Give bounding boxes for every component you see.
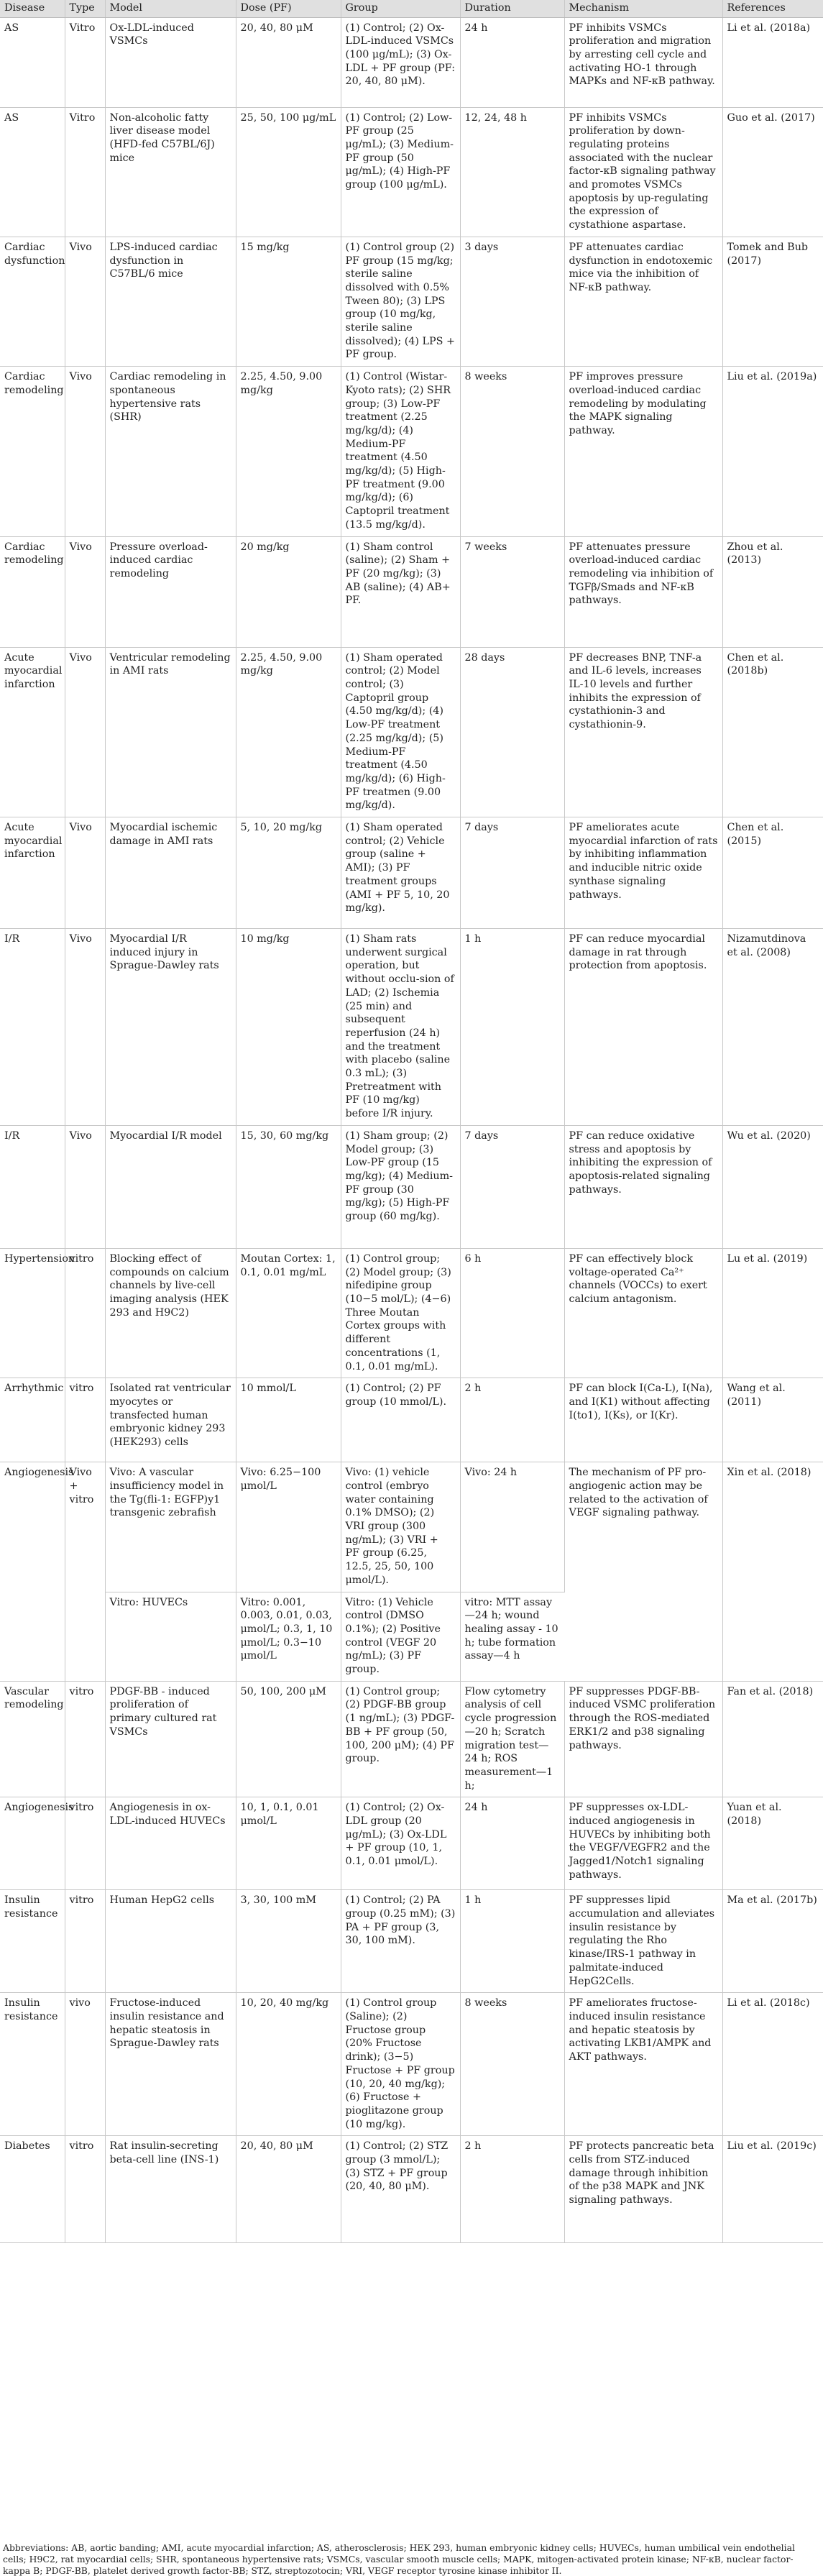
table-row [0,367,823,536]
cell-group: (1) Control group; (2) Model group; (3) nifedipine group (10−5 mol/L); (4−6) Three Moutan Cortex groups with different concentrations (1, 0.1, 0.01 mg/mL). [341,1248,460,1378]
cell-dose: 10, 1, 0.1, 0.01 μmol/L [236,1797,341,1890]
cell-group: Vivo: (1) vehicle control (embryo water containing 0.1% DMSO); (2) VRI group (300 ng/mL); (3) VRI + PF group (6.25, 12.5, 25, 50, 100 μmol/L). [341,1462,460,1592]
cell-model: Fructose-induced insulin resistance and hepatic steatosis in Sprague-Dawley rats [105,1993,236,2136]
cell-type: vitro [65,2136,105,2243]
cell-model: LPS-induced cardiac dysfunction in C57BL/6 mice [105,237,236,366]
cell-disease: Vascular remodeling [0,1681,65,1797]
table-row [0,647,823,817]
cell-model: Vivo: A vascular insufficiency model in the Tg(fli-1: EGFP)y1 transgenic zebrafish [105,1462,236,1592]
cell-dose: 20, 40, 80 μM [236,17,341,107]
cell-group: (1) Sham rats underwent surgical operation, but without occlu-sion of LAD; (2) Ischemia (25 min) and subsequent reperfusion (24 h) and the treatment with placebo (saline 0.3 mL); (3) Pretreatment with PF (10 mg/kg) before I/R injury. [341,929,460,1126]
cell-duration: Flow cytometry analysis of cell cycle progression—20 h; Scratch migration test—24 h; ROS measurement—1 h; [460,1681,564,1797]
cell-dose: 25, 50, 100 μg/mL [236,107,341,237]
cell-mechanism: PF decreases BNP, TNF-a and IL-6 levels, increases IL-10 levels and further inhibits the expression of cystathionin-3 and cystathionin-9. [564,647,722,817]
cell-dose: 20 mg/kg [236,536,341,647]
cell-disease: I/R [0,929,65,1126]
cell-reference: Nizamutdinova et al. (2008) [722,929,823,1126]
header-duration: Duration [460,0,564,17]
cell-mechanism: PF suppresses lipid accumulation and alleviates insulin resistance by regulating the Rho kinase/IRS-1 pathway in palmitate-induced HepG2Cells. [564,1890,722,1993]
cell-reference: Tomek and Bub (2017) [722,237,823,366]
cell-type: Vivo [65,237,105,366]
table-row [0,1993,823,2136]
header-dose: Dose (PF) [236,0,341,17]
cell-disease: I/R [0,1125,65,1248]
cell-mechanism: PF can reduce oxidative stress and apoptosis by inhibiting the expression of apoptosis-related signaling pathways. [564,1125,722,1248]
table-row [0,17,823,107]
cell-mechanism: PF ameliorates fructose-induced insulin resistance and hepatic steatosis by activating LKB1/AMPK and AKT pathways. [564,1993,722,2136]
cell-reference: Li et al. (2018a) [722,17,823,107]
cell-dose-vitro: Vitro: 0.001, 0.003, 0.01, 0.03, μmol/L; 0.3, 1, 10 μmol/L; 0.3−10 μmol/L [236,1592,341,1681]
cell-dose: 15 mg/kg [236,237,341,366]
cell-type: Vitro [65,17,105,107]
cell-duration: 1 h [460,1890,564,1993]
header-model: Model [105,0,236,17]
cell-type: Vivo [65,817,105,929]
table-row [0,929,823,1126]
cell-group: (1) Control group (2) PF group (15 mg/kg; sterile saline dissolved with 0.5% Tween 80); (3) LPS group (10 mg/kg, sterile saline dissolved); (4) LPS + PF group. [341,237,460,366]
cell-mechanism: PF protects pancreatic beta cells from STZ-induced damage through inhibition of the p38 MAPK and JNK signaling pathways. [564,2136,722,2243]
cell-duration: 7 days [460,1125,564,1248]
cell-type: Vivo [65,647,105,817]
cell-group: (1) Control; (2) PF group (10 mmol/L). [341,1378,460,1462]
cell-duration: 24 h [460,17,564,107]
cell-disease: Acute myocardial infarction [0,647,65,817]
cell-reference: Yuan et al. (2018) [722,1797,823,1890]
cell-duration: 7 weeks [460,536,564,647]
cell-type: Vivo [65,536,105,647]
cell-disease: AS [0,107,65,237]
cell-dose: 10 mmol/L [236,1378,341,1462]
cell-mechanism: The mechanism of PF pro-angiogenic action may be related to the activation of VEGF signaling pathway. [564,1462,722,1682]
cell-duration: 1 h [460,929,564,1126]
cell-type: vitro [65,1378,105,1462]
cell-mechanism: PF can effectively block voltage-operated Ca²⁺ channels (VOCCs) to exert calcium antagonism. [564,1248,722,1378]
table-row [0,536,823,647]
cell-duration: 8 weeks [460,367,564,536]
cell-disease: Insulin resistance [0,1890,65,1993]
cell-mechanism: PF ameliorates acute myocardial infarction of rats by inhibiting inflammation and inducible nitric oxide synthase signaling pathways. [564,817,722,929]
cell-disease: Acute myocardial infarction [0,817,65,929]
cell-model: Myocardial I/R model [105,1125,236,1248]
cell-type: Vitro [65,107,105,237]
cell-duration-vitro: vitro: MTT assay—24 h; wound healing assay - 10 h; tube formation assay—4 h [460,1592,564,1681]
cell-model: Myocardial ischemic damage in AMI rats [105,817,236,929]
cell-group: (1) Control; (2) STZ group (3 mmol/L); (3) STZ + PF group (20, 40, 80 μM). [341,2136,460,2243]
cell-group: (1) Control; (2) Ox-LDL group (20 μg/mL); (3) Ox-LDL + PF group (10, 1, 0.1, 0.01 μmol/L). [341,1797,460,1890]
cell-model: Isolated rat ventricular myocytes or transfected human embryonic kidney 293 (HEK293) cells [105,1378,236,1462]
cell-model: Rat insulin-secreting beta-cell line (INS-1) [105,2136,236,2243]
cell-type: Vivo [65,1125,105,1248]
table-header [0,0,823,17]
cell-model: Non-alcoholic fatty liver disease model (HFD-fed C57BL/6J) mice [105,107,236,237]
cell-group: (1) Sham group; (2) Model group; (3) Low-PF group (15 mg/kg); (4) Medium-PF group (30 mg/kg); (5) High-PF group (60 mg/kg). [341,1125,460,1248]
cell-dose: Vivo: 6.25−100 μmol/L [236,1462,341,1592]
cell-group: (1) Control group; (2) PDGF-BB group (1 ng/mL); (3) PDGF-BB + PF group (50, 100, 200 μM); (4) PF group. [341,1681,460,1797]
table-row [0,1125,823,1248]
cell-reference: Guo et al. (2017) [722,107,823,237]
header-row [0,0,823,17]
cell-duration: 7 days [460,817,564,929]
cell-model: PDGF-BB - induced proliferation of primary cultured rat VSMCs [105,1681,236,1797]
cell-dose: 10, 20, 40 mg/kg [236,1993,341,2136]
cell-duration: Vivo: 24 h [460,1462,564,1592]
abbreviations-footnote: Abbreviations: AB, aortic banding; AMI, acute myocardial infarction; AS, atherosclerosis; HEK 293, human embryonic kidney cells; HUVECs, human umbilical vein endothelial cells; H9C2, rat myocardial cells; SHR, spontaneous hypertensive rats; VSMCs, vascular smooth muscle cells; MAPK, mitogen-activated protein kinase; NF-κB, nuclear factor-kappa B; PDGF-BB, platelet derived growth factor-BB; STZ, streptozotocin; VRI, VEGF receptor tyrosine kinase inhibitor II. [3,2542,795,2576]
table-row [0,237,823,366]
cell-group: (1) Control (Wistar-Kyoto rats); (2) SHR group; (3) Low-PF treatment (2.25 mg/kg/d); (4) Medium-PF treatment (4.50 mg/kg/d); (5) High-PF treatment (9.00 mg/kg/d); (6) Captopril treatment (13.5 mg/kg/d). [341,367,460,536]
cell-reference: Liu et al. (2019c) [722,2136,823,2243]
cell-type: Vivo [65,929,105,1126]
cell-disease: Arrhythmic [0,1378,65,1462]
table-row [0,1248,823,1378]
cell-dose: 2.25, 4.50, 9.00 mg/kg [236,367,341,536]
cell-duration: 3 days [460,237,564,366]
cell-group: (1) Sham operated control; (2) Vehicle group (saline + AMI); (3) PF treatment groups (AMI + PF 5, 10, 20 mg/kg). [341,817,460,929]
cell-type: vitro [65,1248,105,1378]
cell-reference: Wang et al. (2011) [722,1378,823,1462]
cell-dose: 50, 100, 200 μM [236,1681,341,1797]
cell-group: (1) Sham operated control; (2) Model control; (3) Captopril group (4.50 mg/kg/d); (4) Low-PF treatment (2.25 mg/kg/d); (5) Medium-PF treatment (4.50 mg/kg/d); (6) High-PF treatmen (9.00 mg/kg/d). [341,647,460,817]
cell-mechanism: PF inhibits VSMCs proliferation by down-regulating proteins associated with the nuclear factor-κB signaling pathway and promotes VSMCs apoptosis by up-regulating the expression of cystathione aspartase. [564,107,722,237]
cell-mechanism: PF attenuates cardiac dysfunction in endotoxemic mice via the inhibition of NF-κB pathway. [564,237,722,366]
header-mechanism: Mechanism [564,0,722,17]
cell-type: Vivo [65,367,105,536]
header-type: Type [65,0,105,17]
cell-type: vitro [65,1797,105,1890]
cell-reference: Ma et al. (2017b) [722,1890,823,1993]
table-row [0,1681,823,1797]
table-row [0,1890,823,1993]
cell-dose: 3, 30, 100 mM [236,1890,341,1993]
table-row [0,2136,823,2243]
cell-model-vitro: Vitro: HUVECs [105,1592,236,1681]
cell-disease: Diabetes [0,2136,65,2243]
cell-disease: AS [0,17,65,107]
cell-reference: Wu et al. (2020) [722,1125,823,1248]
cell-dose: Moutan Cortex: 1, 0.1, 0.01 mg/mL [236,1248,341,1378]
cell-duration: 24 h [460,1797,564,1890]
cell-duration: 2 h [460,2136,564,2243]
cell-duration: 2 h [460,1378,564,1462]
cell-duration: 12, 24, 48 h [460,107,564,237]
cell-model: Myocardial I/R induced injury in Sprague-Dawley rats [105,929,236,1126]
cell-dose: 5, 10, 20 mg/kg [236,817,341,929]
cell-model: Blocking effect of compounds on calcium channels by live-cell imaging analysis (HEK 293 and H9C2) [105,1248,236,1378]
cell-group: (1) Control; (2) Ox-LDL-induced VSMCs (100 μg/mL); (3) Ox-LDL + PF group (PF: 20, 40, 80 μM). [341,17,460,107]
cell-mechanism: PF improves pressure overload-induced cardiac remodeling by modulating the MAPK signaling pathway. [564,367,722,536]
cell-duration: 6 h [460,1248,564,1378]
cell-reference: Chen et al. (2015) [722,817,823,929]
cell-disease: Angiogenesis [0,1462,65,1682]
cell-duration: 28 days [460,647,564,817]
cell-reference: Li et al. (2018c) [722,1993,823,2136]
cell-type: Vivo + vitro [65,1462,105,1682]
cell-disease: Hypertension [0,1248,65,1378]
cell-disease: Angiogenesis [0,1797,65,1890]
cell-group: (1) Control; (2) Low-PF group (25 μg/mL); (3) Medium-PF group (50 μg/mL); (4) High-PF group (100 μg/mL). [341,107,460,237]
cell-type: vitro [65,1681,105,1797]
cell-dose: 10 mg/kg [236,929,341,1126]
cell-disease: Insulin resistance [0,1993,65,2136]
cell-group-vitro: Vitro: (1) Vehicle control (DMSO 0.1%); (2) Positive control (VEGF 20 ng/mL); (3) PF group. [341,1592,460,1681]
cell-reference: Fan et al. (2018) [722,1681,823,1797]
cell-model: Pressure overload-induced cardiac remodeling [105,536,236,647]
cell-group: (1) Control; (2) PA group (0.25 mM); (3) PA + PF group (3, 30, 100 mM). [341,1890,460,1993]
table-body [0,17,823,2243]
cell-duration: 8 weeks [460,1993,564,2136]
table-row [0,1462,823,1592]
cell-disease: Cardiac dysfunction [0,237,65,366]
cell-reference: Zhou et al. (2013) [722,536,823,647]
cell-dose: 15, 30, 60 mg/kg [236,1125,341,1248]
cell-type: vivo [65,1993,105,2136]
cell-reference: Lu et al. (2019) [722,1248,823,1378]
header-group: Group [341,0,460,17]
cell-group: (1) Sham control (saline); (2) Sham + PF (20 mg/kg); (3) AB (saline); (4) AB+ PF. [341,536,460,647]
cell-mechanism: PF can reduce myocardial damage in rat through protection from apoptosis. [564,929,722,1126]
cell-disease: Cardiac remodeling [0,367,65,536]
table-row [0,1797,823,1890]
table-row [0,817,823,929]
cell-dose: 20, 40, 80 μM [236,2136,341,2243]
cell-model: Human HepG2 cells [105,1890,236,1993]
cell-model: Ventricular remodeling in AMI rats [105,647,236,817]
cell-mechanism: PF suppresses ox-LDL-induced angiogenesis in HUVECs by inhibiting both the VEGF/VEGFR2 and the Jagged1/Notch1 signaling pathways. [564,1797,722,1890]
cell-disease: Cardiac remodeling [0,536,65,647]
cell-mechanism: PF can block I(Ca-L), I(Na), and I(K1) without affecting I(to1), I(Ks), or I(Kr). [564,1378,722,1462]
cell-reference: Xin et al. (2018) [722,1462,823,1682]
header-disease: Disease [0,0,65,17]
cell-model: Angiogenesis in ox-LDL-induced HUVECs [105,1797,236,1890]
cell-reference: Liu et al. (2019a) [722,367,823,536]
header-references: References [722,0,823,17]
cell-mechanism: PF suppresses PDGF-BB-induced VSMC proliferation through the ROS-mediated ERK1/2 and p38 signaling pathways. [564,1681,722,1797]
table-row [0,1378,823,1462]
cell-mechanism: PF attenuates pressure overload-induced cardiac remodeling via inhibition of TGFβ/Smads and NF-κB pathways. [564,536,722,647]
cell-mechanism: PF inhibits VSMCs proliferation and migration by arresting cell cycle and activating HO-1 through MAPKs and NF-κB pathway. [564,17,722,107]
cell-group: (1) Control group (Saline); (2) Fructose group (20% Fructose drink); (3−5) Fructose + PF group (10, 20, 40 mg/kg); (6) Fructose + pioglitazone group (10 mg/kg). [341,1993,460,2136]
table-row [0,107,823,237]
cell-reference: Chen et al. (2018b) [722,647,823,817]
cell-dose: 2.25, 4.50, 9.00 mg/kg [236,647,341,817]
cell-model: Ox-LDL-induced VSMCs [105,17,236,107]
cell-type: vitro [65,1890,105,1993]
cell-model: Cardiac remodeling in spontaneous hypertensive rats (SHR) [105,367,236,536]
